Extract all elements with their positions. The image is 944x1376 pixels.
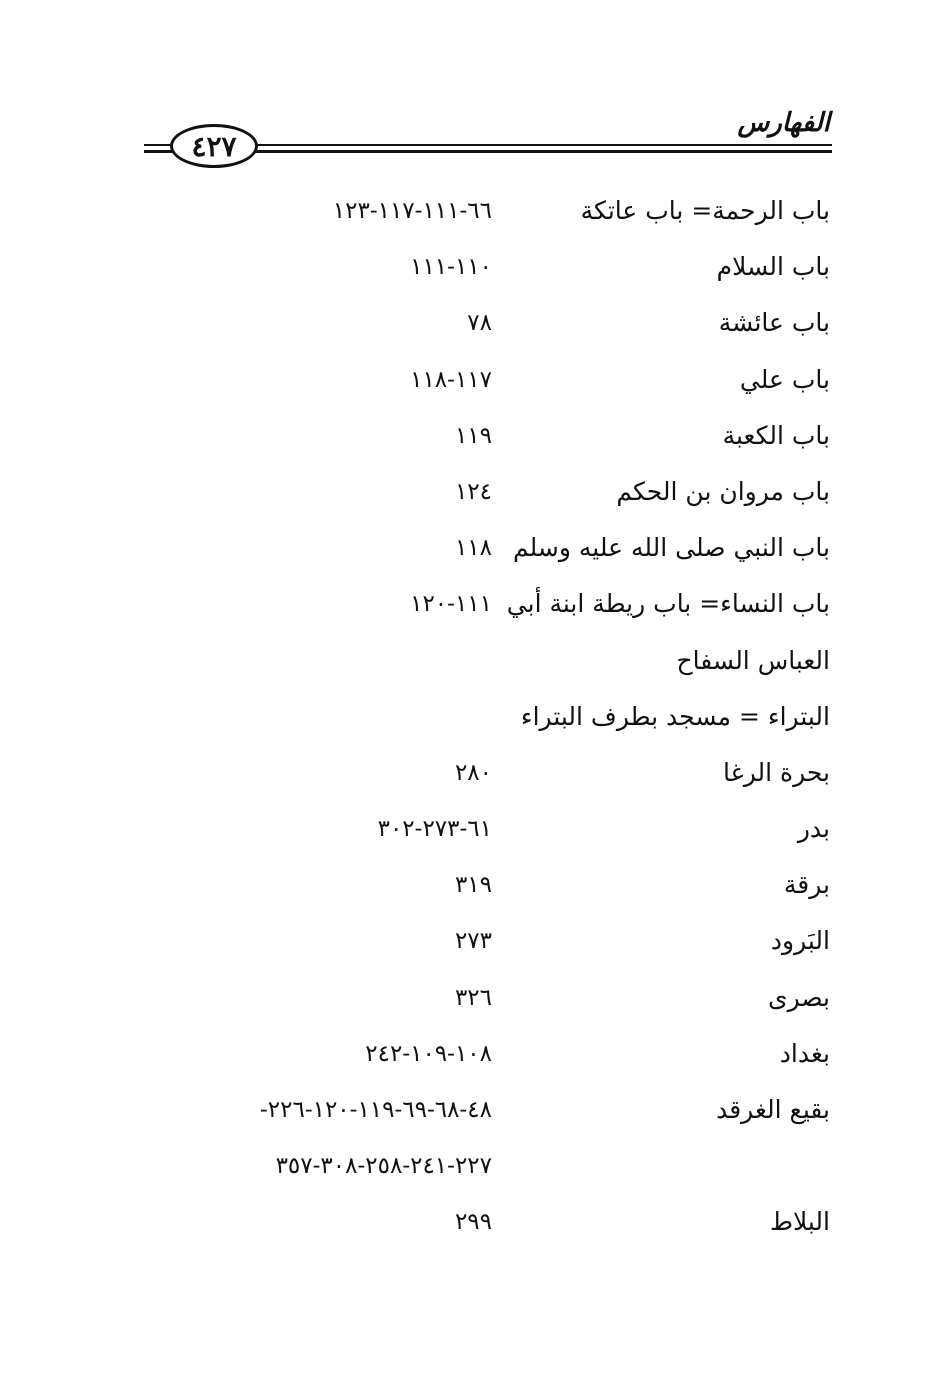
entry-name: برقة (783, 870, 830, 900)
index-entry (0, 752, 944, 808)
entry-pages: ١٢٤ (454, 478, 492, 505)
entry-pages: ١١٨ (454, 535, 492, 562)
entry-pages: ٣١٩ (454, 872, 492, 899)
entry-pages: ١١٩ (454, 422, 492, 449)
entry-pages: ١١١-١٢٠ (410, 591, 492, 618)
entry-name: بدر (797, 814, 830, 844)
entry-name: البَرود (770, 926, 830, 956)
entry-name: باب مروان بن الحكم (616, 476, 830, 506)
index-entry (0, 808, 944, 864)
entry-pages: ٢٢٧-٢٤١-٢٥٨-٣٠٨-٣٥٧ (275, 1153, 492, 1180)
index-entry (0, 583, 944, 639)
index-entries (0, 190, 944, 1258)
entry-name: باب الكعبة (722, 420, 830, 450)
index-entry (0, 920, 944, 976)
entry-name: باب علي (739, 364, 830, 394)
index-entry (0, 415, 944, 471)
index-entry (0, 864, 944, 920)
entry-name: البلاط (769, 1207, 830, 1237)
index-entry (0, 527, 944, 583)
index-entry (0, 696, 944, 752)
entry-name: بقيع الغرقد (716, 1095, 830, 1124)
index-entry (0, 1089, 944, 1145)
index-entry (0, 302, 944, 358)
index-entry (0, 190, 944, 246)
entry-name: العباس السفاح (676, 645, 830, 675)
entry-name: باب النبي صلى الله عليه وسلم (513, 533, 830, 563)
page-number-badge (170, 124, 258, 168)
entry-pages: ٢٧٣ (454, 928, 492, 955)
entry-pages: ١٠٨-١٠٩-٢٤٢ (365, 1040, 492, 1067)
entry-pages: ٢٩٩ (454, 1209, 492, 1236)
entry-name: باب الرحمة= باب عاتكة (580, 196, 830, 225)
index-entry (0, 640, 944, 696)
entry-pages: ٦١-٢٧٣-٣٠٢ (377, 816, 492, 843)
entry-name: باب النساء= باب ريطة ابنة أبي (506, 589, 830, 619)
index-entry (0, 359, 944, 415)
entry-pages: ٦٦-١١١-١١٧-١٢٣ (332, 198, 492, 224)
index-entry (0, 246, 944, 302)
entry-pages: ١١٧-١١٨ (410, 366, 492, 393)
entry-name: باب السلام (716, 252, 830, 282)
entry-name: بغداد (779, 1038, 830, 1068)
entry-name: البتراء = مسجد بطرف البتراء (520, 701, 830, 731)
entry-name: بحرة الرغا (723, 757, 830, 787)
entry-pages: ٢٨٠ (454, 759, 492, 786)
entry-pages: ٧٨ (467, 310, 492, 337)
entry-name: باب عائشة (718, 308, 830, 338)
page-number: ٤٢٧ (191, 129, 237, 163)
section-title: الفهارس (737, 108, 830, 138)
index-entry (0, 977, 944, 1033)
entry-pages: -٤٨-٦٨-٦٩-١١٩-١٢٠-٢٢٦ (259, 1097, 492, 1123)
entry-name: بصرى (768, 982, 830, 1012)
index-entry (0, 1201, 944, 1257)
header-rule-stub-thick (144, 150, 174, 153)
entry-pages: ٣٢٦ (454, 984, 492, 1011)
entry-pages: ١١٠-١١١ (410, 254, 492, 281)
index-entry-continuation (0, 1145, 944, 1201)
index-entry (0, 1033, 944, 1089)
index-entry (0, 471, 944, 527)
